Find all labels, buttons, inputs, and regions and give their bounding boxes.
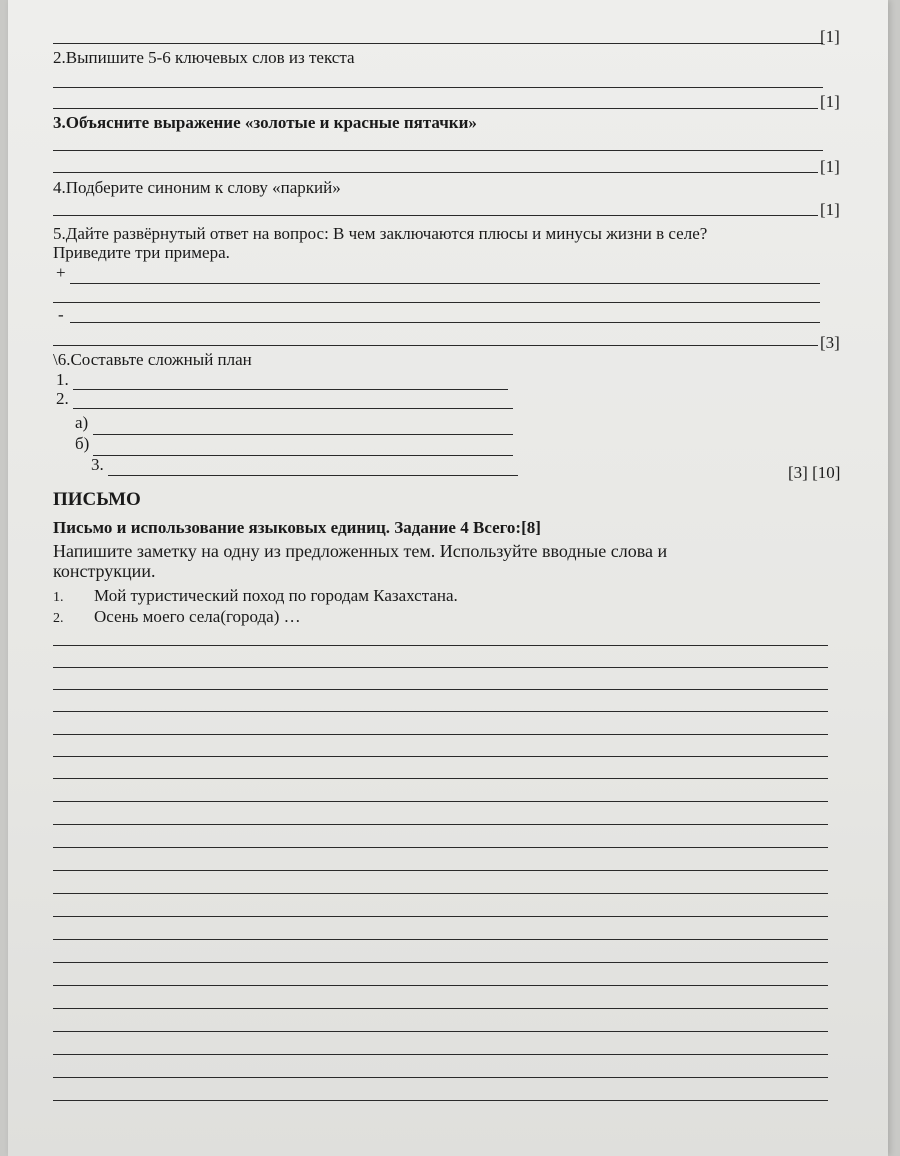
question-5-line-2: Приведите три примера. <box>53 243 230 262</box>
writing-line <box>53 1008 828 1009</box>
plan-item-a: а) <box>75 413 89 432</box>
answer-line <box>108 475 518 476</box>
writing-line <box>53 893 828 894</box>
writing-line <box>53 939 828 940</box>
section-subtitle: Письмо и использование языковых единиц. Задание 4 Всего:[8] <box>53 518 541 537</box>
answer-line <box>70 283 820 284</box>
score-label: [1] <box>820 92 840 111</box>
question-6: \6.Составьте сложный план <box>53 350 252 369</box>
topic-number: 2. <box>53 611 64 626</box>
topic-number: 1. <box>53 590 64 605</box>
answer-line <box>73 389 508 390</box>
plan-item-b: б) <box>75 434 90 453</box>
plan-item-2: 2. <box>56 389 69 408</box>
writing-line <box>53 847 828 848</box>
answer-line <box>93 434 513 435</box>
question-5-line-1: 5.Дайте развёрнутый ответ на вопрос: В чем заключаются плюсы и минусы жизни в селе? <box>53 224 708 243</box>
answer-line <box>53 345 818 346</box>
plus-label: + <box>56 263 66 282</box>
writing-line <box>53 756 828 757</box>
writing-line <box>53 985 828 986</box>
score-label: [3] [10] <box>788 463 841 482</box>
writing-line <box>53 1077 828 1078</box>
topic-1: Мой туристический поход по городам Казахстана. <box>94 586 458 605</box>
worksheet-page <box>8 0 888 1156</box>
writing-line <box>53 667 828 668</box>
writing-line <box>53 870 828 871</box>
question-4: 4.Подберите синоним к слову «паркий» <box>53 178 341 197</box>
section-title: ПИСЬМО <box>53 489 141 510</box>
answer-line <box>93 455 513 456</box>
minus-label: - <box>58 305 64 324</box>
answer-line <box>53 87 823 88</box>
answer-line <box>53 172 818 173</box>
writing-line <box>53 645 828 646</box>
writing-line <box>53 689 828 690</box>
writing-line <box>53 1031 828 1032</box>
answer-line <box>53 215 818 216</box>
score-label: [3] <box>820 333 840 352</box>
question-2: 2.Выпишите 5-6 ключевых слов из текста <box>53 48 355 67</box>
writing-line <box>53 962 828 963</box>
writing-line <box>53 1100 828 1101</box>
score-label: [1] <box>820 27 840 46</box>
writing-line <box>53 734 828 735</box>
topic-2: Осень моего села(города) … <box>94 607 301 626</box>
answer-line <box>53 43 823 44</box>
plan-item-1: 1. <box>56 370 69 389</box>
answer-line <box>53 150 823 151</box>
plan-item-3: 3. <box>91 455 104 474</box>
writing-line <box>53 711 828 712</box>
instruction-line-2: конструкции. <box>53 561 156 581</box>
writing-line <box>53 916 828 917</box>
answer-line <box>70 322 820 323</box>
instruction-line-1: Напишите заметку на одну из предложенных тем. Используйте вводные слова и <box>53 541 668 561</box>
writing-line <box>53 824 828 825</box>
answer-line <box>53 108 818 109</box>
writing-line <box>53 1054 828 1055</box>
score-label: [1] <box>820 157 840 176</box>
writing-line <box>53 778 828 779</box>
writing-line <box>53 801 828 802</box>
answer-line <box>73 408 513 409</box>
score-label: [1] <box>820 200 840 219</box>
answer-line <box>53 302 820 303</box>
question-3: 3.Объясните выражение «золотые и красные пятачки» <box>53 113 477 132</box>
